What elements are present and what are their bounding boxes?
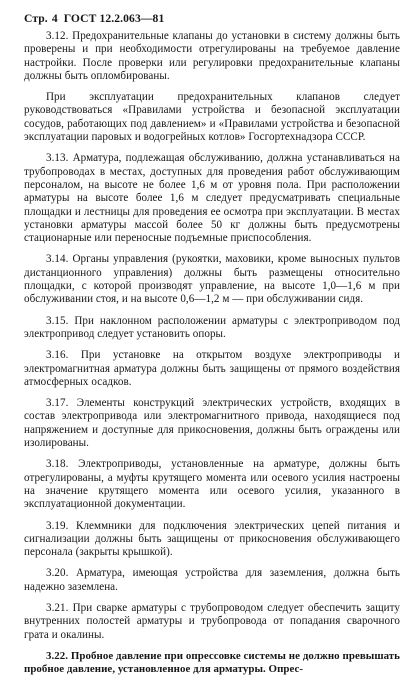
paragraph-3-13: 3.13. Арматура, подлежащая обслуживанию, должна устанавливаться на трубопроводах в местах, доступных для проведения работ обслуживающим персоналом, на высоте не более 1,6 м от уровня пола. При расположении арматуры на высоте более 1,6 м следует предусматривать специальные площадки и лестницы для проведения ее осмотра при эксплуатации. В местах установки арматуры массой более 50 кг должны быть предусмотрены стационарные или переносные подъемные приспособления. xyxy=(24,152,400,245)
page-number: 4 xyxy=(51,12,58,25)
page-label: Стр. xyxy=(24,12,48,25)
paragraph-3-12-operation: При эксплуатации предохранительных клапанов следует руководствоваться «Правилами устройства и безопасной эксплуатации сосудов, работающих под давлением» и «Правилами устройства и безопасной эксплуатации паровых и водогрейных котлов» Госгортехнадзора СССР. xyxy=(24,91,400,144)
document-code: ГОСТ 12.2.063—81 xyxy=(63,12,165,25)
document-page xyxy=(24,12,400,684)
page-header xyxy=(24,12,400,30)
paragraph-3-17: 3.17. Элементы конструкций электрических устройств, входящих в состав электропривода или электромагнитного привода, находящиеся под напряжением и доступные для прикосновения, должны быть ограждены или изолированы. xyxy=(24,397,400,450)
paragraph-3-19: 3.19. Клеммники для подключения электрических цепей питания и сигнализации должны быть защищены от прикосновения обслуживающего персонала (закрыты крышкой). xyxy=(24,519,400,559)
paragraph-3-12: 3.12. Предохранительные клапаны до установки в систему должны быть проверены и при необходимости отрегулированы на требуемое давление настройки. После проверки или регулировки предохранительные клапаны должны быть опломбированы. xyxy=(24,30,400,82)
paragraph-3-15: 3.15. При наклонном расположении арматуры с электроприводом под электропривод следует установить опоры. xyxy=(24,314,400,340)
paragraph-3-22: 3.22. Пробное давление при опрессовке системы не должно превышать пробное давление, установленное для арматуры. Опрес- xyxy=(24,649,400,676)
document-body xyxy=(24,30,400,676)
paragraph-3-21: 3.21. При сварке арматуры с трубопроводом следует обеспечить защиту внутренних полостей арматуры и трубопровода от попадания сварочного грата и окалины. xyxy=(24,601,400,641)
paragraph-3-20: 3.20. Арматура, имеющая устройства для заземления, должна быть надежно заземлена. xyxy=(24,567,400,593)
paragraph-3-16: 3.16. При установке на открытом воздухе электроприводы и электромагнитная арматура должны быть защищены от прямого воздействия атмосферных осадков. xyxy=(24,349,400,388)
paragraph-3-14: 3.14. Органы управления (рукоятки, маховики, кроме выносных пультов дистанционного управления) должны быть размещены относительно площадки, с которой производят управление, на высоте 1,0—1,6 м при обслуживании стоя, и на высоте 0,6—1,2 м — при обслуживании сидя. xyxy=(24,253,400,306)
paragraph-3-18: 3.18. Электроприводы, установленные на арматуре, должны быть отрегулированы, а муфты крутящего момента или осевого усилия настроены на значение крутящего момента или осевого усилия, указанного в эксплуатационной документации. xyxy=(24,458,400,511)
